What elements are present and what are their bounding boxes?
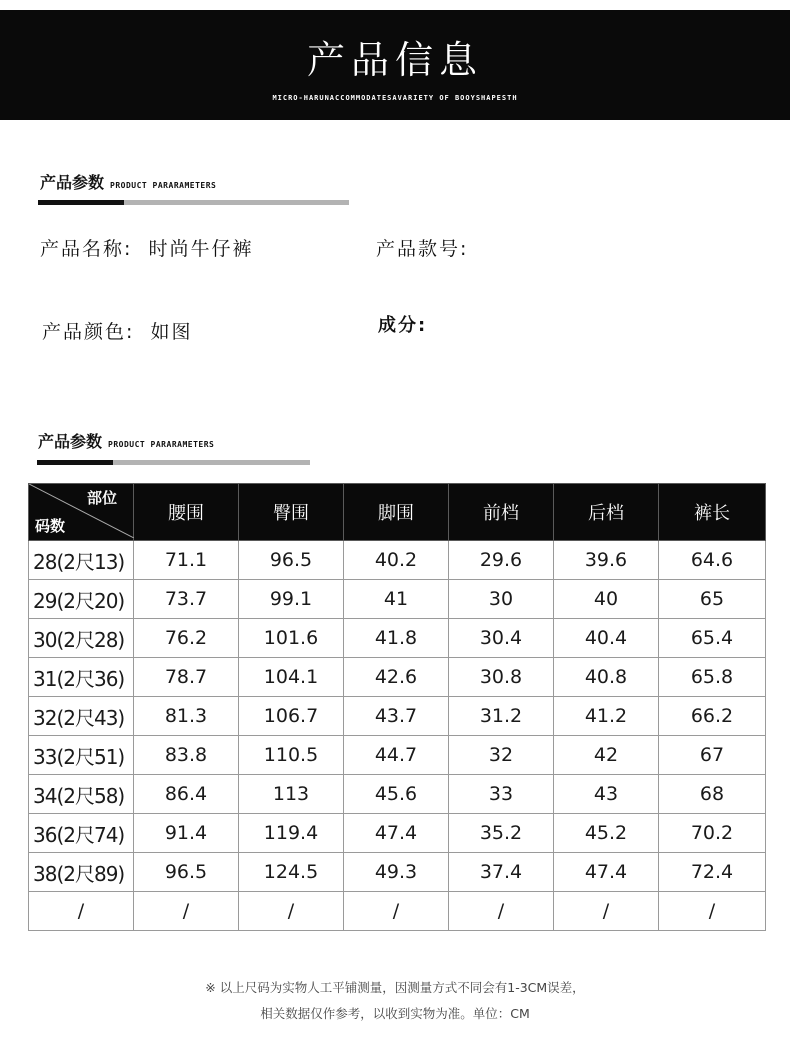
measurement-cell: 47.4 [344,814,449,853]
corner-label-part: 部位 [86,489,117,507]
measurement-cell: 83.8 [134,736,239,775]
size-cell: 38(2尺89) [29,853,134,892]
measurement-cell: 65.4 [659,619,766,658]
measurement-cell: 104.1 [239,658,344,697]
table-row [29,775,766,814]
size-cell: 33(2尺51) [29,736,134,775]
corner-label-size: 码数 [35,517,66,535]
measurement-cell: 30.4 [449,619,554,658]
measurement-cell: 70.2 [659,814,766,853]
product-color-row [42,317,192,344]
size-cell: 32(2尺43) [29,697,134,736]
measurement-cell: 65.8 [659,658,766,697]
measurement-cell: 40.4 [554,619,659,658]
table-row [29,853,766,892]
header-waist: 腰围 [134,484,239,541]
section-underline-1 [38,200,349,205]
measurement-cell: 42.6 [344,658,449,697]
product-model-row [376,234,468,261]
measurement-cell: 40.8 [554,658,659,697]
measurement-cell: 44.7 [344,736,449,775]
table-row [29,580,766,619]
section-heading-params-1 [40,170,216,193]
product-color-label: 产品颜色: [42,321,135,343]
size-cell: 28(2尺13) [29,541,134,580]
table-row [29,697,766,736]
measurement-cell: 31.2 [449,697,554,736]
measurement-cell: 45.6 [344,775,449,814]
measurement-cell: 40 [554,580,659,619]
header-banner [0,10,790,120]
product-name-label: 产品名称: [40,238,133,260]
measurement-note-line-2: 相关数据仅作参考，以收到实物为准。单位：CM [260,1006,530,1021]
measurement-cell: 101.6 [239,619,344,658]
measurement-cell: 43.7 [344,697,449,736]
product-color-value: 如图 [150,321,193,343]
size-table-header-row [29,484,766,541]
measurement-cell: 30 [449,580,554,619]
measurement-cell: 45.2 [554,814,659,853]
size-cell: 30(2尺28) [29,619,134,658]
section-title-cn: 产品参数 [38,432,103,451]
measurement-cell: 99.1 [239,580,344,619]
table-row [29,658,766,697]
measurement-cell: / [344,892,449,931]
measurement-cell: 65 [659,580,766,619]
measurement-cell: 67 [659,736,766,775]
measurement-cell: 106.7 [239,697,344,736]
size-cell: 29(2尺20) [29,580,134,619]
measurement-cell: 29.6 [449,541,554,580]
measurement-cell: 73.7 [134,580,239,619]
table-row [29,736,766,775]
banner-subtitle: MICRO-HARUNACCOMMODATESAVARIETY OF BOOYSHAPESTH [272,94,518,102]
measurement-cell: 76.2 [134,619,239,658]
measurement-cell: 41 [344,580,449,619]
section-heading-params-2 [38,429,214,452]
measurement-cell: / [134,892,239,931]
measurement-cell: 37.4 [449,853,554,892]
header-back-rise: 后档 [554,484,659,541]
section-title-en: PRODUCT PARARAMETERS [108,440,215,449]
measurement-cell: / [659,892,766,931]
underline-dark-segment [37,460,113,465]
measurement-cell: 113 [239,775,344,814]
measurement-cell: 81.3 [134,697,239,736]
measurement-note-line-1: ※ 以上尺码为实物人工平铺测量，因测量方式不同会有1-3CM误差， [205,980,585,995]
measurement-cell: 42 [554,736,659,775]
header-length: 裤长 [659,484,766,541]
size-cell: 34(2尺58) [29,775,134,814]
measurement-cell: 71.1 [134,541,239,580]
underline-dark-segment [38,200,124,205]
measurement-cell: 47.4 [554,853,659,892]
measurement-cell: 30.8 [449,658,554,697]
table-row [29,541,766,580]
section-underline-2 [37,460,310,465]
measurement-cell: 33 [449,775,554,814]
header-front-rise: 前档 [449,484,554,541]
table-row [29,892,766,931]
measurement-cell: / [449,892,554,931]
measurement-cell: 91.4 [134,814,239,853]
measurement-cell: 96.5 [134,853,239,892]
underline-light-segment [113,460,310,465]
measurement-cell: 78.7 [134,658,239,697]
measurement-cell: 41.8 [344,619,449,658]
header-hem: 脚围 [344,484,449,541]
size-cell: 31(2尺36) [29,658,134,697]
section-title-en: PRODUCT PARARAMETERS [110,181,217,190]
table-row [29,814,766,853]
measurement-cell: 124.5 [239,853,344,892]
measurement-cell: 110.5 [239,736,344,775]
measurement-cell: 72.4 [659,853,766,892]
measurement-cell: 41.2 [554,697,659,736]
product-name-row [40,234,253,261]
underline-light-segment [124,200,349,205]
measurement-cell: 49.3 [344,853,449,892]
measurement-cell: 64.6 [659,541,766,580]
product-name-value: 时尚牛仔裤 [148,238,254,260]
size-cell: / [29,892,134,931]
measurement-cell: 40.2 [344,541,449,580]
measurement-cell: 68 [659,775,766,814]
measurement-cell: 66.2 [659,697,766,736]
composition-row [378,311,427,337]
size-cell: 36(2尺74) [29,814,134,853]
measurement-cell: 96.5 [239,541,344,580]
composition-label: 成分: [378,315,428,336]
measurement-cell: / [239,892,344,931]
size-table [28,483,766,931]
header-hip: 臀围 [239,484,344,541]
measurement-cell: 119.4 [239,814,344,853]
table-row [29,619,766,658]
banner-title: 产品信息 [306,38,483,82]
measurement-cell: 86.4 [134,775,239,814]
measurement-cell: 43 [554,775,659,814]
measurement-cell: / [554,892,659,931]
product-model-label: 产品款号: [376,238,469,260]
section-title-cn: 产品参数 [40,173,105,192]
measurement-cell: 32 [449,736,554,775]
measurement-cell: 35.2 [449,814,554,853]
measurement-cell: 39.6 [554,541,659,580]
corner-header-cell [29,484,134,541]
